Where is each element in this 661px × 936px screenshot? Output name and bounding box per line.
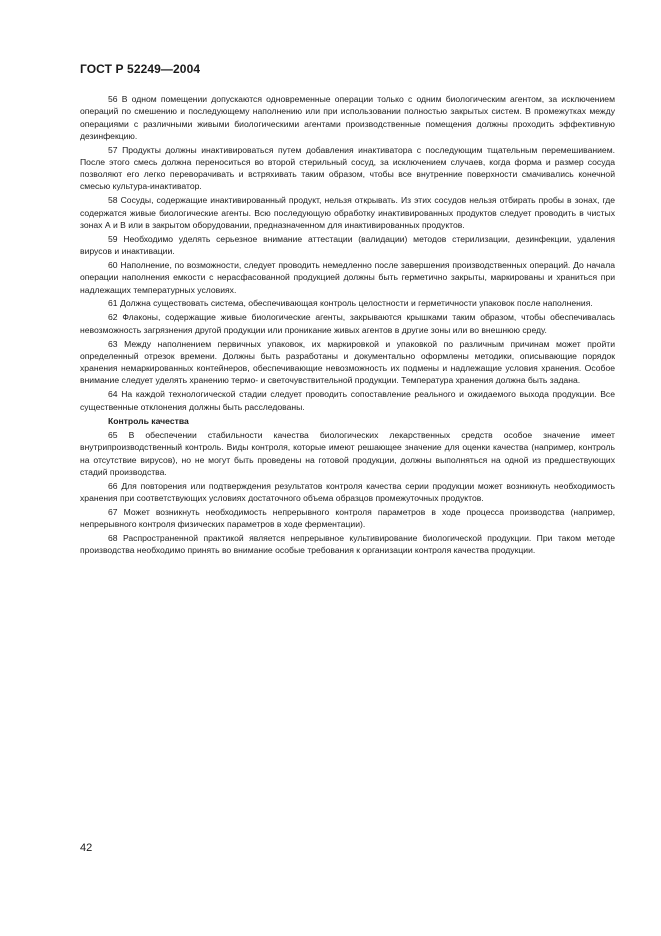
paragraph-60: 60 Наполнение, по возможности, следует проводить немедленно после завершения производственных операций. До начала операции наполнения емкости с нерасфасованной продукцией должны быть герметично закрыты, маркированы и храниться при надлежащих температурных условиях. — [80, 260, 615, 295]
paragraph-65: 65 В обеспечении стабильности качества биологических лекарственных средств особое значение имеет внутрипроизводственный контроль. Виды контроля, которые имеют решающее значение для оценки качества (например, контроль на отсутствие вирусов), но не могут быть проведены на готовой продукции, должны выполняться на одной из предшествующих стадий производства. — [80, 430, 615, 477]
paragraph-62: 62 Флаконы, содержащие живые биологические агенты, закрываются крышками таким образом, чтобы обеспечивалась невозможность загрязнения другой продукции или проникание живых агентов в другие зоны или во внешнюю среду. — [80, 312, 615, 335]
standard-header: ГОСТ Р 52249—2004 — [80, 62, 201, 76]
paragraph-57: 57 Продукты должны инактивироваться путем добавления инактиватора с последующим тщательным перемешиванием. После этого смесь должна переноситься во второй стерильный сосуд, за исключением случаев, когда форма и размер сосуда позволяют его легко переворачивать и встряхивать таким образом, чтобы все внутренние поверхности смачивались конечной смесью культура-инактиватор. — [80, 144, 615, 192]
document-body — [80, 93, 615, 558]
section-heading-quality-control: Контроль качества — [108, 415, 189, 426]
paragraph-63: 63 Между наполнением первичных упаковок, их маркировкой и упаковкой по различным причинам может пройти определенный отрезок времени. Должны быть разработаны и документально оформлены методики, описывающие порядок хранения немаркированных контейнеров, обеспечивающие невозможность их подмены и надлежащие условия хранения. Особое внимание следует уделять хранению термо- и светочувствительной продукции. Температура хранения должна быть задана. — [80, 338, 615, 386]
paragraph-68: 68 Распространенной практикой является непрерывное культивирование биологической продукции. При таком методе производства необходимо принять во внимание особые требования к организации контроля качества продукции. — [80, 533, 615, 556]
paragraph-67: 67 Может возникнуть необходимость непрерывного контроля параметров в ходе процесса производства (например, непрерывного контроля физических параметров в ходе ферментации). — [80, 506, 615, 530]
paragraph-59: 59 Необходимо уделять серьезное внимание аттестации (валидации) методов стерилизации, дезинфекции, удаления вирусов и инактивации. — [80, 233, 615, 257]
paragraph-64: 64 На каждой технологической стадии следует проводить сопоставление реального и ожидаемого выхода продукции. Все существенные отклонения должны быть расследованы. — [80, 389, 615, 412]
paragraph-58: 58 Сосуды, содержащие инактивированный продукт, нельзя открывать. Из этих сосудов нельзя отбирать пробы в зонах, где содержатся живые биологические агенты. Всю последующую обработку инактивированных продуктов следует проводить в чистых зонах А и В или в закрытом оборудовании, предназначенном для инактивированных продуктов. — [80, 195, 615, 230]
paragraph-56: 56 В одном помещении допускаются одновременные операции только с одним биологическим агентом, за исключением операций по смешению и последующему наполнению или при использовании полностью закрытых систем. В промежутках между операциями с различными живыми биологическими агентами производственные помещения должны проходить эффективную дезинфекцию. — [80, 94, 615, 141]
paragraph-66: 66 Для повторения или подтверждения результатов контроля качества серии продукции может возникнуть необходимость хранения при соответствующих условиях достаточного объема образцов промежуточных продуктов. — [80, 480, 615, 503]
page-number: 42 — [80, 842, 93, 854]
paragraph-61: 61 Должна существовать система, обеспечивающая контроль целостности и герметичности упаковок после наполнения. — [108, 298, 593, 309]
